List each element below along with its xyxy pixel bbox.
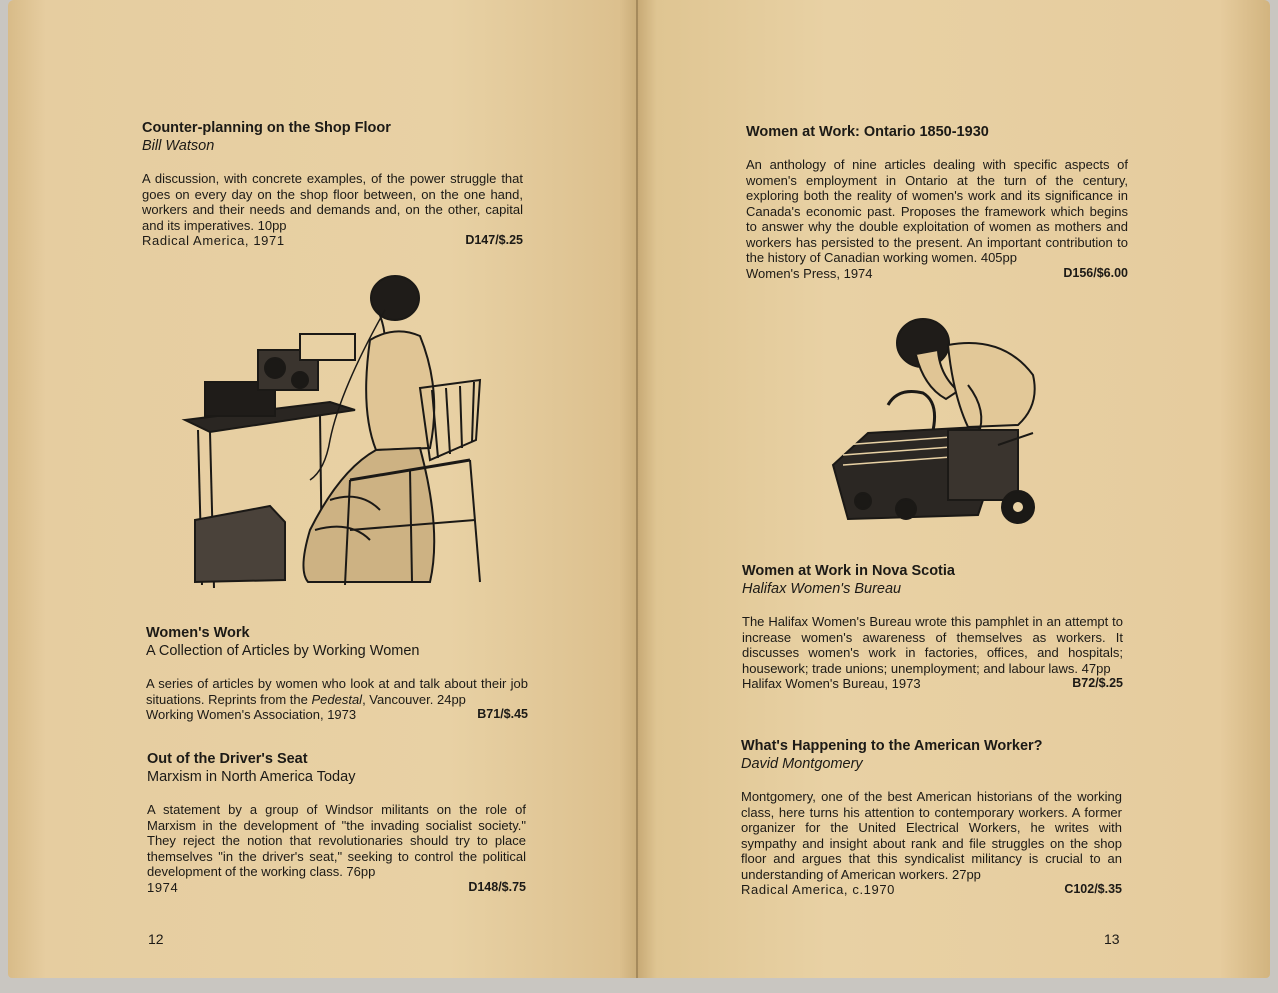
- entry-description: [146, 676, 528, 707]
- entry-subtitle: A Collection of Articles by Working Women: [146, 643, 420, 659]
- page-number: 12: [148, 931, 164, 947]
- left-page: [8, 0, 638, 978]
- entry-publication-row: [746, 266, 1128, 282]
- entry-publisher: Working Women's Association, 1973: [146, 707, 357, 722]
- catalog-entry: [741, 737, 1122, 898]
- entry-publisher: Radical America, c.1970: [741, 882, 895, 897]
- entry-title: Women at Work: Ontario 1850-1930: [746, 124, 989, 140]
- entry-publisher: Halifax Women's Bureau, 1973: [742, 676, 921, 691]
- entry-price: C102/$.35: [1064, 882, 1122, 896]
- entry-description: The Halifax Women's Bureau wrote this pamphlet in an attempt to increase women's awareness of themselves as workers. It discusses women's work in factories, offices, and hospitals; housework; trade unions; unemployment; and labour laws. 47pp: [742, 614, 1123, 676]
- entry-author: Bill Watson: [142, 138, 215, 154]
- entry-title: Women at Work in Nova Scotia: [742, 563, 955, 579]
- entry-price: D147/$.25: [465, 233, 523, 247]
- entry-publication-row: [142, 233, 523, 249]
- catalog-entry: [146, 624, 528, 723]
- catalog-entry: [746, 123, 1128, 281]
- entry-title: Out of the Driver's Seat: [147, 751, 308, 767]
- catalog-entry: [742, 562, 1123, 692]
- catalog-entry: [147, 750, 526, 895]
- entry-description: A discussion, with concrete examples, of the power struggle that goes on every day on the shop floor between, on the one hand, workers and their needs and demands and, on the other, capital and its imperatives. 10pp: [142, 171, 523, 233]
- telegraph-operator-illustration: [180, 270, 486, 590]
- entry-publication-row: [147, 880, 526, 896]
- entry-price: D148/$.75: [468, 879, 526, 894]
- entry-subtitle: Marxism in North America Today: [147, 769, 356, 785]
- entry-price: D156/$6.00: [1063, 265, 1128, 280]
- entry-author: Halifax Women's Bureau: [742, 581, 902, 597]
- entry-title: Women's Work: [146, 625, 250, 641]
- entry-description-text: A series of articles by women who look at and talk about their job situations. Reprints from the: [146, 676, 528, 707]
- entry-description: An anthology of nine articles dealing with specific aspects of women's employment in Ontario at the turn of the century, exploring both the reality of women's work and its significance in Canada's economic past. Proposes the framework which begins to answer why the double exploitation of women as mothers and workers has persisted to the present. An important contribution to the history of Canadian working women. 405pp: [746, 157, 1128, 265]
- entry-price: B72/$.25: [1072, 676, 1123, 690]
- right-page: [638, 0, 1270, 978]
- entry-description-text: , Vancouver. 24pp: [362, 691, 466, 707]
- catalog-entry: [142, 119, 523, 249]
- page-number: 13: [1104, 931, 1120, 947]
- entry-publication-row: [146, 707, 528, 723]
- entry-publication-row: [741, 882, 1122, 898]
- entry-publisher: Women's Press, 1974: [746, 265, 873, 281]
- entry-publisher: Radical America, 1971: [142, 233, 285, 248]
- entry-title: What's Happening to the American Worker?: [741, 738, 1043, 754]
- entry-price: B71/$.45: [477, 707, 528, 721]
- entry-publication-row: [742, 676, 1123, 692]
- machine-worker-illustration: [828, 315, 1043, 530]
- entry-description: Montgomery, one of the best American historians of the working class, here turns his attention to contemporary workers. A former organizer for the United Electrical Workers, he writes with sympathy and insight about rank and file struggles on the shop floor and argues that this syndicalist militancy is crucial to an understanding of American workers. 27pp: [741, 789, 1122, 882]
- entry-title: Counter-planning on the Shop Floor: [142, 120, 391, 136]
- entry-description-periodical: Pedestal: [311, 691, 363, 707]
- entry-author: David Montgomery: [741, 756, 863, 772]
- entry-description: A statement by a group of Windsor militants on the role of Marxism in the development of "the invading socialist society." They reject the notion that revolutionaries should try to place themselves "in the driver's seat," seeking to control the political development of the working class. 76pp: [147, 802, 526, 879]
- entry-publisher: 1974: [147, 879, 179, 895]
